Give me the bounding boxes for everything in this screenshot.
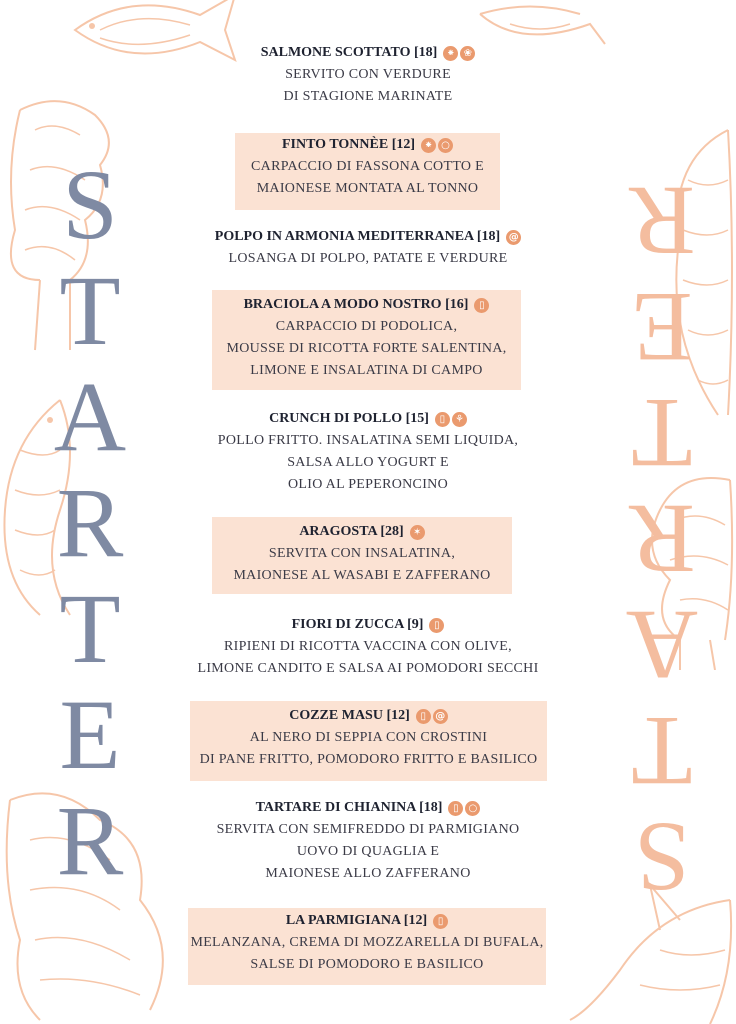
mollusc-icon: @ (506, 230, 521, 245)
dish-description-line: SALSA ALLO YOGURT E (287, 455, 449, 470)
dish-description-line: MELANZANA, CREMA DI MOZZARELLA DI BUFALA, (190, 935, 544, 950)
dish-description-line: OLIO AL PEPERONCINO (288, 477, 448, 492)
dish-name: ARAGOSTA [28] (299, 524, 404, 539)
dish-name: COZZE MASU [12] (289, 708, 410, 723)
dish-name: FIORI DI ZUCCA [9] (291, 617, 424, 632)
dish-title (190, 705, 547, 727)
dish-description-line: LIMONE CANDITO E SALSA AI POMODORI SECCHI (197, 661, 539, 676)
mollusc-icon: @ (433, 709, 448, 724)
starter-letter: S (634, 802, 690, 913)
dish-description-line: MOUSSE DI RICOTTA FORTE SALENTINA, (226, 341, 507, 356)
allergen-icons (433, 914, 448, 929)
starter-letter: R (56, 785, 124, 896)
dish-description-line: POLLO FRITTO. INSALATINA SEMI LIQUIDA, (217, 433, 519, 448)
starter-letter: T (631, 696, 693, 807)
dish-description-line: MAIONESE AL WASABI E ZAFFERANO (233, 568, 491, 583)
fish-icon: ⁕ (421, 138, 436, 153)
dish-title (188, 910, 546, 932)
starter-letter: E (59, 679, 121, 790)
allergen-icons (416, 709, 448, 724)
milk-icon: ▯ (416, 709, 431, 724)
dish-description-line: MAIONESE ALLO ZAFFERANO (265, 866, 471, 881)
dish-name: BRACIOLA A MODO NOSTRO [16] (243, 297, 469, 312)
allergen-icons (429, 618, 444, 633)
menu-item (188, 908, 546, 985)
dish-name: CRUNCH DI POLLO [15] (269, 411, 429, 426)
milk-icon: ▯ (429, 618, 444, 633)
starter-letter: T (631, 378, 693, 489)
dish-title (214, 226, 519, 248)
dish-description-line: SALSE DI POMODORO E BASILICO (250, 957, 484, 972)
dish-description-line: AL NERO DI SEPPIA CON CROSTINI (249, 730, 488, 745)
dish-title (212, 294, 521, 316)
starter-letter: T (59, 255, 121, 366)
milk-icon: ▯ (435, 412, 450, 427)
crustacean-icon: ✶ (410, 525, 425, 540)
dish-description-line: SERVITO CON VERDURE (285, 67, 451, 82)
dish-description-line: MAIONESE MONTATA AL TONNO (256, 181, 479, 196)
starter-letter: A (53, 361, 127, 472)
menu-item (208, 408, 528, 496)
allergen-icons (443, 46, 475, 61)
gluten-icon: ⚘ (452, 412, 467, 427)
menu-item (190, 701, 547, 781)
dish-description-line: DI STAGIONE MARINATE (283, 89, 453, 104)
menu-item (212, 517, 512, 594)
dish-title (208, 408, 528, 430)
allergen-icons (506, 230, 521, 245)
dish-description-line: LOSANGA DI POLPO, PATATE E VERDURE (228, 251, 508, 266)
allergen-icons (410, 525, 425, 540)
shellfish-icon: ❀ (460, 46, 475, 61)
allergen-icons (421, 138, 453, 153)
dish-title (235, 134, 500, 156)
fish-icon: ⁕ (443, 46, 458, 61)
menu-item (198, 797, 538, 885)
starter-letter: A (625, 590, 699, 701)
starter-letter: T (59, 573, 121, 684)
milk-icon: ▯ (448, 801, 463, 816)
menu-item (214, 226, 519, 270)
starter-letter: S (62, 149, 118, 260)
dish-name: TARTARE DI CHIANINA [18] (255, 800, 443, 815)
dish-description-line: LIMONE E INSALATINA DI CAMPO (250, 363, 483, 378)
starter-letter: E (631, 272, 693, 383)
dish-name: POLPO IN ARMONIA MEDITERRANEA [18] (214, 229, 501, 244)
egg-icon: ○ (465, 801, 480, 816)
starter-letter: R (628, 166, 696, 277)
dish-title (212, 521, 512, 543)
dish-title (188, 614, 548, 636)
milk-icon: ▯ (433, 914, 448, 929)
dish-description-line: SERVITA CON SEMIFREDDO DI PARMIGIANO (216, 822, 520, 837)
dish-description-line: UOVO DI QUAGLIA E (296, 844, 440, 859)
dish-name: FINTO TONNÈE [12] (281, 137, 416, 152)
dish-description-line: SERVITA CON INSALATINA, (268, 546, 456, 561)
dish-description-line: RIPIENI DI RICOTTA VACCINA CON OLIVE, (224, 639, 512, 654)
dish-title (248, 42, 488, 64)
dish-description-line: DI PANE FRITTO, POMODORO FRITTO E BASILICO (199, 752, 538, 767)
allergen-icons (435, 412, 467, 427)
menu-item (188, 614, 548, 680)
dish-description-line: CARPACCIO DI FASSONA COTTO E (251, 159, 484, 174)
egg-icon: ○ (438, 138, 453, 153)
dish-title (198, 797, 538, 819)
menu-item (248, 42, 488, 108)
menu-item (212, 290, 521, 390)
menu-item (235, 133, 500, 210)
allergen-icons (474, 298, 489, 313)
milk-icon: ▯ (474, 298, 489, 313)
dish-description-line: CARPACCIO DI PODOLICA, (275, 319, 458, 334)
allergen-icons (448, 801, 480, 816)
starter-letter: R (56, 467, 124, 578)
starter-letter: R (628, 484, 696, 595)
dish-name: LA PARMIGIANA [12] (285, 913, 428, 928)
dish-name: SALMONE SCOTTATO [18] (260, 45, 438, 60)
